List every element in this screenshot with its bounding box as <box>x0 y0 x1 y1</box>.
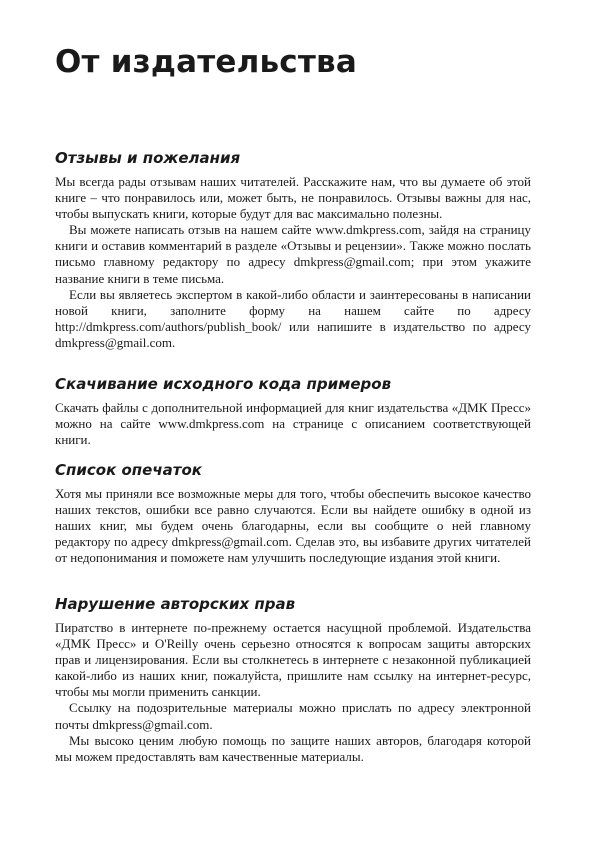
paragraph: Хотя мы приняли все возможные меры для того, чтобы обеспечить высокое качество наших текстов, ошибки все равно случаются. Если вы найдете ошибку в одной из наших книг, мы будем очень благодарны, если вы сообщите о ней главному редактору по адресу dmkpress@gmail.com. Сделав это, вы избавите других читателей от недопонимания и поможете нам улучшить последующие издания этой книги. <box>55 486 531 566</box>
section-heading-copyright: Нарушение авторских прав <box>55 595 296 613</box>
paragraph: Скачать файлы с дополнительной информацией для книг издательства «ДМК Пресс» можно на сайте www.dmkpress.com на странице с описанием соответствующей книги. <box>55 400 531 448</box>
paragraph: Вы можете написать отзыв на нашем сайте www.dmkpress.com, зайдя на страницу книги и оставив комментарий в разделе «Отзывы и рецензии». Также можно послать письмо главному редактору по адресу dmkpress@gmail.com; при этом укажите название книги в теме письма. <box>55 222 531 286</box>
section-heading-errata: Список опечаток <box>55 461 202 479</box>
section-heading-reviews: Отзывы и пожелания <box>55 149 241 167</box>
paragraph: Мы всегда рады отзывам наших читателей. Расскажите нам, что вы думаете об этой книге – что понравилось или, может быть, не понравилось. Отзывы важны для нас, чтобы выпускать книги, которые будут для вас максимально полезны. <box>55 174 531 222</box>
section-copyright-infringement <box>55 594 531 765</box>
paragraph: Если вы являетесь экспертом в какой-либо области и заинтересованы в написании новой книги, заполните форму на нашем сайте по адресу http://dmkpress.com/authors/publish_book/ или напишите в издательство по адресу dmkpress@gmail.com. <box>55 286 531 350</box>
paragraph: Ссылку на подозрительные материалы можно прислать по адресу электронной почты dmkpress@gmail.com. <box>55 700 531 732</box>
page-title: От издательства <box>55 44 357 80</box>
section-source-code-download <box>55 374 531 448</box>
paragraph: Мы высоко ценим любую помощь по защите наших авторов, благодаря которой мы можем предоставлять вам качественные материалы. <box>55 732 531 764</box>
section-errata <box>55 460 531 566</box>
paragraph: Пиратство в интернете по-прежнему остается насущной проблемой. Издательства «ДМК Пресс» и O'Reilly очень серьезно относятся к вопросам защиты авторских прав и лицензирования. Если вы столкнетесь в интернете с незаконной публикацией какой-либо из наших книг, пожалуйста, пришлите нам ссылку на интернет-ресурс, чтобы мы могли применить санкции. <box>55 620 531 700</box>
section-heading-source-code: Скачивание исходного кода примеров <box>55 375 392 393</box>
section-reviews <box>55 148 531 351</box>
